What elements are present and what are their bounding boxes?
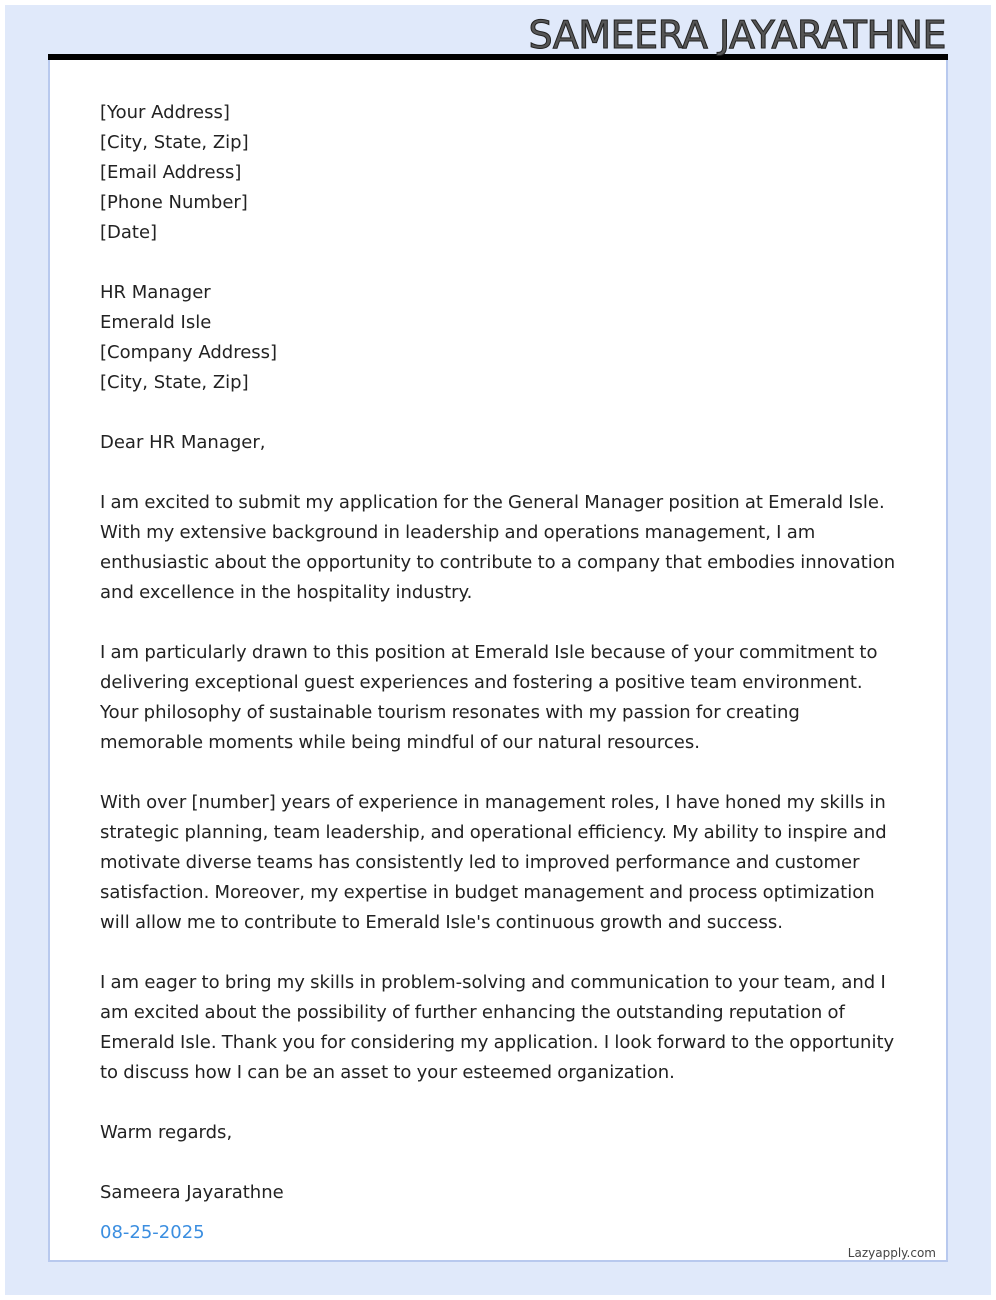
spacer (100, 608, 900, 638)
watermark: Lazyapply.com (847, 1246, 936, 1260)
signature: Sameera Jayarathne (100, 1182, 284, 1203)
salutation: Dear HR Manager, (100, 432, 266, 453)
sender-city-state-zip: [City, State, Zip] (100, 132, 249, 153)
body-paragraph-1: I am excited to submit my application for the General Manager position at Emerald Isle. With my extensive background in leadership and operations management, I am enthusiastic about the opportunity to contribute to a company that embodies innovation and excellence in the hospitality industry. (100, 492, 896, 603)
spacer (100, 248, 900, 278)
recipient-city-state-zip: [City, State, Zip] (100, 372, 249, 393)
applicant-name-header: SAMEERA JAYARATHNE (528, 13, 946, 57)
sender-email: [Email Address] (100, 162, 242, 183)
closing: Warm regards, (100, 1122, 233, 1143)
cover-letter-body (100, 98, 900, 1248)
recipient-address: [Company Address] (100, 342, 278, 363)
recipient-company: Emerald Isle (100, 312, 212, 333)
spacer (100, 458, 900, 488)
body-paragraph-2: I am particularly drawn to this position at Emerald Isle because of your commitment to delivering exceptional guest experiences and fostering a positive team environment. Your philosophy of sustainable tourism resonates with my passion for creating memorable moments while being mindful of our natural resources. (100, 642, 878, 753)
letter-date: 08-25-2025 (100, 1222, 205, 1243)
spacer (100, 1148, 900, 1178)
spacer (100, 1088, 900, 1118)
spacer (100, 398, 900, 428)
sender-phone: [Phone Number] (100, 192, 248, 213)
sender-address: [Your Address] (100, 102, 230, 123)
body-paragraph-3: With over [number] years of experience in management roles, I have honed my skills in strategic planning, team leadership, and operational efficiency. My ability to inspire and motivate diverse teams has consistently led to improved performance and customer satisfaction. Moreover, my expertise in budget management and process optimization will allow me to contribute to Emerald Isle's continuous growth and success. (100, 792, 887, 933)
spacer (100, 758, 900, 788)
sender-date: [Date] (100, 222, 158, 243)
spacer (100, 938, 900, 968)
recipient-title: HR Manager (100, 282, 211, 303)
body-paragraph-4: I am eager to bring my skills in problem-solving and communication to your team, and I am excited about the possibility of further enhancing the outstanding reputation of Emerald Isle. Thank you for considering my application. I look forward to the opportunity to discuss how I can be an asset to your esteemed organization. (100, 972, 895, 1083)
